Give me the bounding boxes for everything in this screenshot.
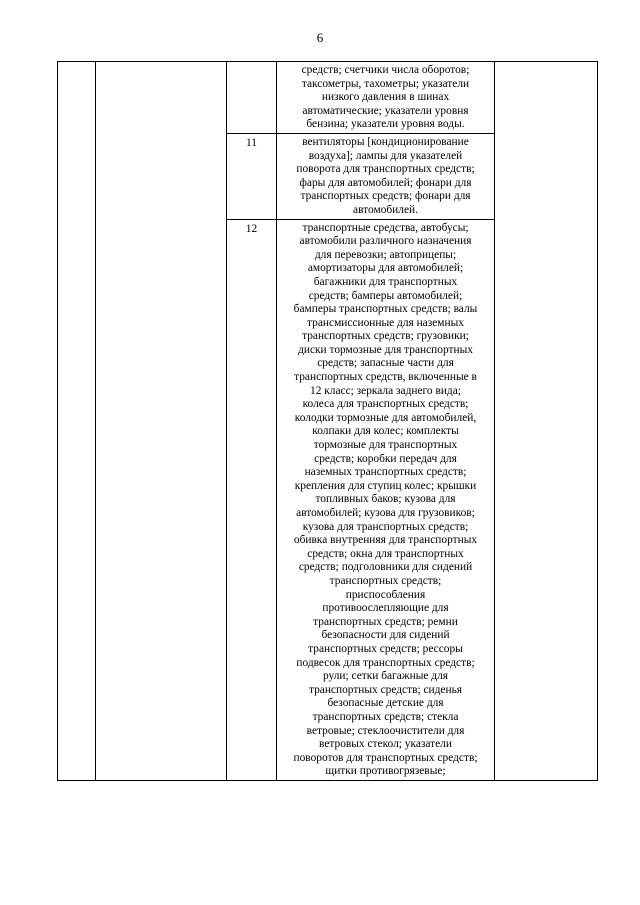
goods-line: транспортных средств; bbox=[329, 574, 442, 587]
goods-line: транспортных средств, включенные в bbox=[294, 371, 477, 384]
goods-line: трансмиссионные для наземных bbox=[307, 316, 464, 329]
goods-line: транспортных средств; сиденья bbox=[308, 683, 463, 696]
goods-line: тормозные для транспортных bbox=[313, 439, 458, 452]
goods-line: топливных баков; кузова для bbox=[315, 493, 456, 506]
goods-line: поворотов для транспортных средств; bbox=[293, 751, 478, 764]
goods-line: безопасности для сидений bbox=[321, 629, 450, 642]
goods-line: транспортных средств; фонари для bbox=[300, 190, 471, 203]
goods-line: низкого давления в шинах bbox=[321, 91, 450, 104]
goods-line: вентиляторы [кондиционирование bbox=[302, 135, 469, 148]
goods-line: наземных транспортных средств; bbox=[304, 466, 467, 479]
goods-line: 12 класс; зеркала заднего вида; bbox=[310, 384, 461, 397]
goods-line: средств; окна для транспортных bbox=[307, 547, 464, 560]
notes-cell bbox=[495, 62, 598, 781]
classification-table bbox=[57, 61, 598, 781]
goods-list-cell bbox=[277, 133, 495, 219]
goods-line: амортизаторы для автомобилей; bbox=[307, 262, 464, 275]
goods-line: таксометры, тахометры; указатели bbox=[301, 77, 470, 90]
goods-line: для перевозки; автоприцепы; bbox=[314, 248, 457, 261]
goods-line: безопасные детские для bbox=[327, 697, 444, 710]
goods-line: средств; запасные части для bbox=[317, 357, 454, 370]
goods-line: средств; коробки передач для bbox=[314, 452, 457, 465]
goods-line: колпаки для колес; комплекты bbox=[312, 425, 459, 438]
goods-line: транспортные средства, автобусы; bbox=[302, 221, 469, 234]
goods-line: крепления для ступиц колес; крышки bbox=[294, 479, 477, 492]
goods-line: автомобилей; кузова для грузовиков; bbox=[296, 507, 475, 519]
goods-line: бамперы транспортных средств; валы bbox=[293, 303, 478, 316]
goods-line: автомобилей. bbox=[353, 203, 418, 216]
goods-line: транспортных средств; стекла bbox=[312, 710, 459, 723]
goods-line: щитки противогрязевые; bbox=[325, 765, 446, 778]
goods-line: обивка внутренняя для транспортных bbox=[293, 534, 478, 547]
goods-line: багажники для транспортных bbox=[313, 275, 458, 288]
goods-line: бензина; указатели уровня воды. bbox=[306, 118, 465, 131]
goods-line: ветровые; стеклоочистители для bbox=[306, 724, 465, 737]
goods-line: автоматические; указатели уровня bbox=[302, 104, 469, 117]
goods-list-cell bbox=[277, 219, 495, 780]
goods-line: фары для автомобилей; фонари для bbox=[299, 176, 472, 189]
goods-line: противоослепляющие для bbox=[322, 602, 449, 615]
goods-line: диски тормозные для транспортных bbox=[298, 343, 473, 356]
number-cell bbox=[58, 62, 96, 781]
goods-line: поворота для транспортных средств; bbox=[296, 163, 475, 176]
page-number: 6 bbox=[316, 30, 324, 45]
goods-line: средств; бамперы автомобилей; bbox=[308, 289, 463, 302]
goods-line: рули; сетки багажные для bbox=[322, 670, 449, 683]
goods-line: кузова для транспортных средств; bbox=[302, 520, 469, 533]
goods-line: средств; подголовники для сидений bbox=[298, 561, 473, 574]
goods-line: подвесок для транспортных средств; bbox=[296, 656, 475, 669]
goods-line: средств; счетчики числа оборотов; bbox=[301, 64, 470, 76]
goods-list-cell bbox=[277, 62, 495, 134]
table-row bbox=[58, 62, 598, 134]
goods-line: приспособления bbox=[345, 588, 426, 601]
goods-line: ветровых стекол; указатели bbox=[319, 738, 452, 751]
goods-line: воздуха]; лампы для указателей bbox=[308, 149, 463, 162]
name-cell bbox=[96, 62, 227, 781]
goods-line: транспортных средств; рессоры bbox=[308, 642, 463, 655]
goods-line: колеса для транспортных средств; bbox=[302, 398, 469, 411]
goods-line: транспортных средств; ремни bbox=[313, 615, 458, 628]
goods-line: транспортных средств; грузовики; bbox=[302, 330, 469, 343]
class-number-cell: 11 bbox=[227, 133, 277, 219]
class-number-cell bbox=[227, 62, 277, 134]
class-number-cell: 12 bbox=[227, 219, 277, 780]
goods-line: автомобили различного назначения bbox=[299, 235, 472, 248]
goods-line: колодки тормозные для автомобилей, bbox=[294, 411, 477, 424]
